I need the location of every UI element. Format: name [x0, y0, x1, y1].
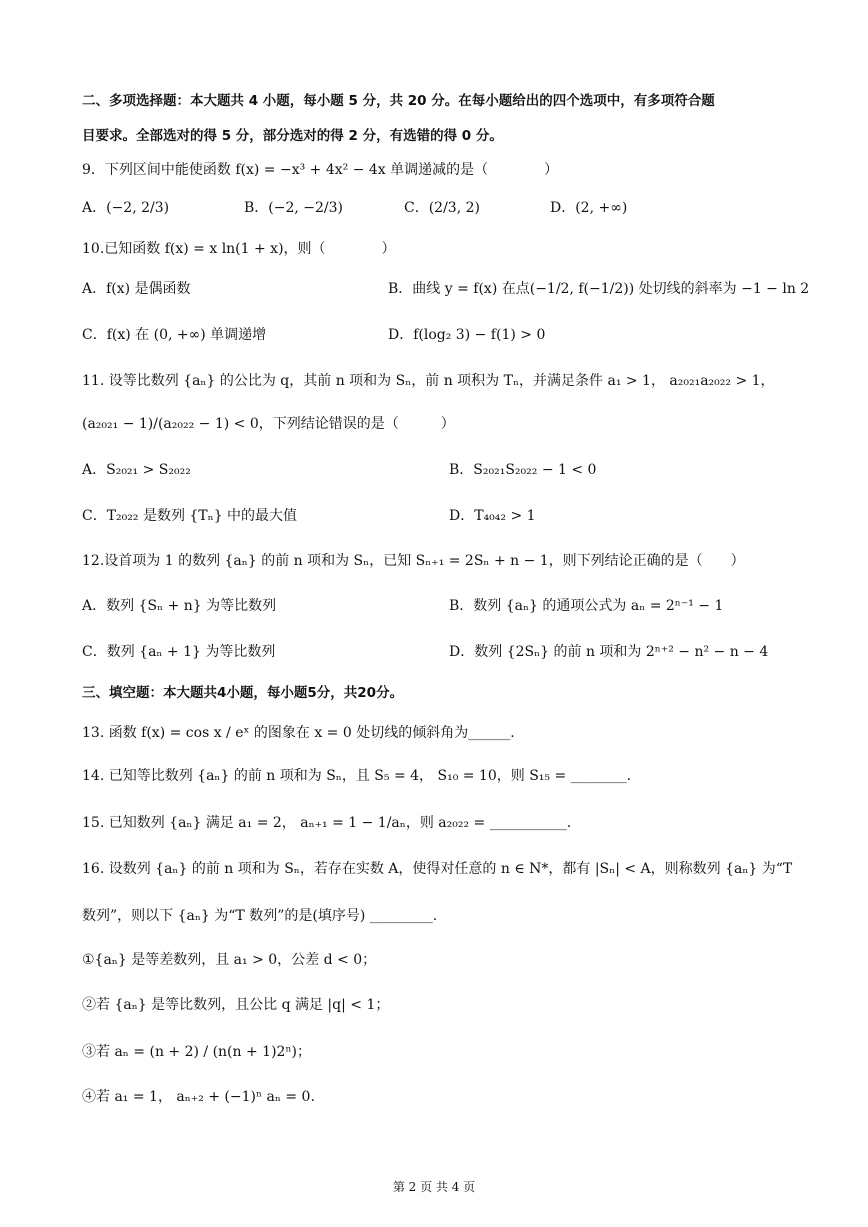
- q14-stem: 14. 已知等比数列 {aₙ} 的前 n 项和为 Sₙ，且 S₅ = 4， S₁₀ = 10，则 S₁₅ = ________.: [82, 768, 632, 784]
- q9-option-d: D．(2, +∞): [550, 200, 628, 216]
- q13-stem: 13. 函数 f(x) = cos x / eˣ 的图象在 x = 0 处切线的倾斜角为______.: [82, 725, 515, 741]
- section2-header-line1: 二、多项选择题：本大题共 4 小题，每小题 5 分，共 20 分。在每小题给出的四个选项中，有多项符合题: [82, 93, 715, 109]
- q12-option-c: C．数列 {aₙ + 1} 为等比数列: [82, 644, 276, 660]
- q16-stem-line2: 数列”，则以下 {aₙ} 为“T 数列”的是(填序号) _________.: [82, 908, 438, 924]
- q9-option-a: A．(−2, 2/3): [82, 200, 170, 216]
- q12-option-b: B．数列 {aₙ} 的通项公式为 aₙ = 2ⁿ⁻¹ − 1: [449, 598, 724, 614]
- q9-option-c: C．(2/3, 2): [404, 200, 480, 216]
- q10-option-a: A．f(x) 是偶函数: [82, 281, 191, 297]
- q12-stem: 12.设首项为 1 的数列 {aₙ} 的前 n 项和为 Sₙ，已知 Sₙ₊₁ = 2Sₙ + n − 1，则下列结论正确的是（ ）: [82, 553, 745, 569]
- q12-option-a: A．数列 {Sₙ + n} 为等比数列: [82, 598, 277, 614]
- q12-option-d: D．数列 {2Sₙ} 的前 n 项和为 2ⁿ⁺² − n² − n − 4: [449, 644, 769, 660]
- q11-option-a: A．S₂₀₂₁ > S₂₀₂₂: [82, 462, 191, 478]
- q10-option-b: B．曲线 y = f(x) 在点(−1/2, f(−1/2)) 处切线的斜率为 −1 − ln 2: [388, 281, 810, 297]
- q15-stem: 15. 已知数列 {aₙ} 满足 a₁ = 2， aₙ₊₁ = 1 − 1/aₙ，则 a₂₀₂₂ = ___________.: [82, 815, 572, 831]
- q11-stem-line1: 11. 设等比数列 {aₙ} 的公比为 q，其前 n 项和为 Sₙ，前 n 项积为 Tₙ，并满足条件 a₁ > 1， a₂₀₂₁a₂₀₂₂ > 1，: [82, 373, 775, 389]
- q11-option-c: C．T₂₀₂₂ 是数列 {Tₙ} 中的最大值: [82, 508, 298, 524]
- q9-option-b: B．(−2, −2/3): [244, 200, 344, 216]
- page-footer: 第 2 页 共 4 页: [392, 1180, 476, 1194]
- q16-item-2: ②若 {aₙ} 是等比数列，且公比 q 满足 |q| < 1；: [82, 997, 390, 1013]
- q10-stem: 10.已知函数 f(x) = x ln(1 + x)，则（ ）: [82, 241, 396, 257]
- q10-option-c: C．f(x) 在 (0, +∞) 单调递增: [82, 327, 267, 343]
- q10-option-d: D．f(log₂ 3) − f(1) > 0: [388, 327, 546, 343]
- q16-item-1: ①{aₙ} 是等差数列，且 a₁ > 0，公差 d < 0；: [82, 952, 377, 968]
- q11-option-b: B．S₂₀₂₁S₂₀₂₂ − 1 < 0: [449, 462, 597, 478]
- q16-item-4: ④若 a₁ = 1， aₙ₊₂ + (−1)ⁿ aₙ = 0.: [82, 1089, 315, 1105]
- q9-stem: 9．下列区间中能使函数 f(x) = −x³ + 4x² − 4x 单调递减的是（ ）: [82, 162, 559, 178]
- q16-item-3: ③若 aₙ = (n + 2) / (n(n + 1)2ⁿ)；: [82, 1044, 311, 1060]
- q11-stem-line2: (a₂₀₂₁ − 1)/(a₂₀₂₂ − 1) < 0，下列结论错误的是（ ）: [82, 416, 455, 432]
- q16-stem-line1: 16. 设数列 {aₙ} 的前 n 项和为 Sₙ，若存在实数 A，使得对任意的 n ∈ N*，都有 |Sₙ| < A，则称数列 {aₙ} 为“T: [82, 861, 793, 877]
- section2-header-line2: 目要求。全部选对的得 5 分，部分选对的得 2 分，有选错的得 0 分。: [82, 128, 503, 144]
- section3-header: 三、填空题：本大题共4小题，每小题5分，共20分。: [82, 685, 404, 701]
- q11-option-d: D．T₄₀₄₂ > 1: [449, 508, 536, 524]
